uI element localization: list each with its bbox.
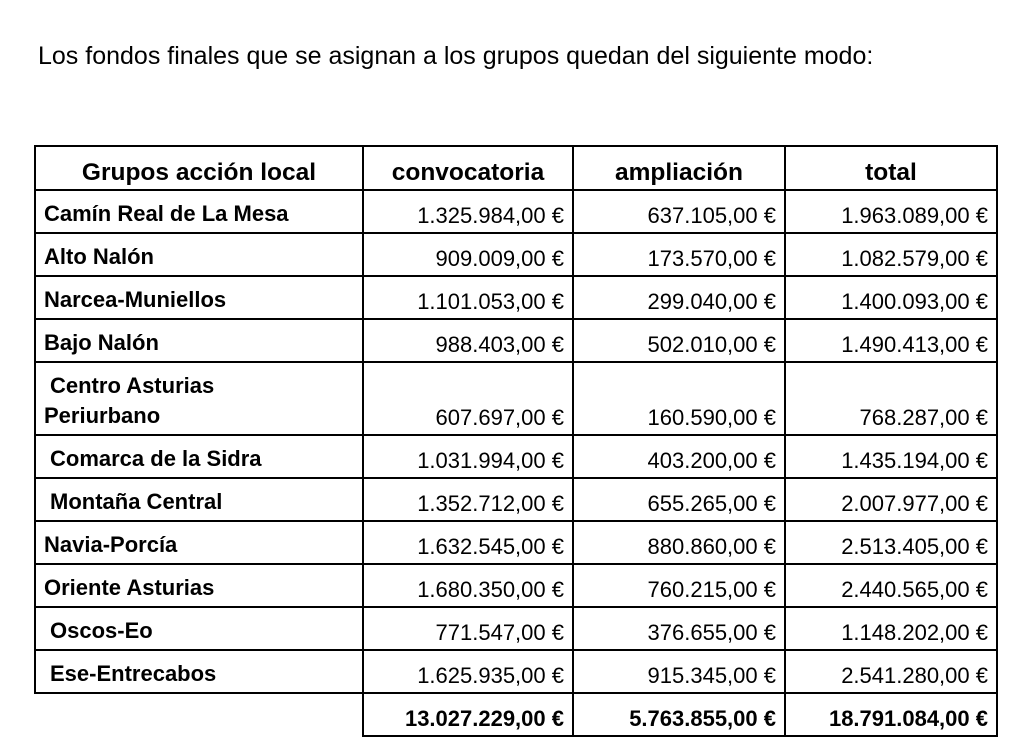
ampliacion-value: 502.010,00 € [573, 319, 785, 362]
convocatoria-value: 771.547,00 € [363, 607, 573, 650]
table-row [35, 607, 997, 650]
total-value: 2.440.565,00 € [785, 564, 997, 607]
group-name: Bajo Nalón [35, 319, 363, 362]
table-row [35, 276, 997, 319]
group-name: Comarca de la Sidra [35, 435, 363, 478]
group-name: Narcea-Muniellos [35, 276, 363, 319]
group-name: Navia-Porcía [35, 521, 363, 564]
table-row [35, 362, 997, 435]
ampliacion-value: 173.570,00 € [573, 233, 785, 276]
total-value: 2.513.405,00 € [785, 521, 997, 564]
total-ampliacion: 5.763.855,00 € [573, 693, 785, 736]
group-name: Alto Nalón [35, 233, 363, 276]
total-value: 1.400.093,00 € [785, 276, 997, 319]
group-name: Oscos-Eo [35, 607, 363, 650]
group-name-line-1: Centro Asturias [50, 373, 215, 398]
convocatoria-value: 1.325.984,00 € [363, 190, 573, 233]
header-ampliacion: ampliación [573, 146, 785, 190]
total-value: 2.541.280,00 € [785, 650, 997, 693]
ampliacion-value: 760.215,00 € [573, 564, 785, 607]
funds-table [34, 145, 998, 737]
convocatoria-value: 988.403,00 € [363, 319, 573, 362]
table-row [35, 650, 997, 693]
ampliacion-value: 655.265,00 € [573, 478, 785, 521]
group-name: Camín Real de La Mesa [35, 190, 363, 233]
table-row [35, 521, 997, 564]
ampliacion-value: 160.590,00 € [573, 362, 785, 435]
total-value: 768.287,00 € [785, 362, 997, 435]
convocatoria-value: 607.697,00 € [363, 362, 573, 435]
convocatoria-value: 1.352.712,00 € [363, 478, 573, 521]
group-name-line-2: Periurbano [44, 403, 161, 428]
group-name: Oriente Asturias [35, 564, 363, 607]
ampliacion-value: 637.105,00 € [573, 190, 785, 233]
table-row [35, 435, 997, 478]
convocatoria-value: 1.632.545,00 € [363, 521, 573, 564]
ampliacion-value: 880.860,00 € [573, 521, 785, 564]
header-total: total [785, 146, 997, 190]
totals-row [35, 693, 997, 736]
total-value: 1.490.413,00 € [785, 319, 997, 362]
convocatoria-value: 1.625.935,00 € [363, 650, 573, 693]
table-row [35, 564, 997, 607]
table-row [35, 319, 997, 362]
table-header-row [35, 146, 997, 190]
table-row [35, 233, 997, 276]
total-value: 1.148.202,00 € [785, 607, 997, 650]
table-row [35, 190, 997, 233]
group-name [35, 362, 363, 435]
ampliacion-value: 376.655,00 € [573, 607, 785, 650]
header-convocatoria: convocatoria [363, 146, 573, 190]
convocatoria-value: 909.009,00 € [363, 233, 573, 276]
convocatoria-value: 1.031.994,00 € [363, 435, 573, 478]
total-value: 1.082.579,00 € [785, 233, 997, 276]
group-name: Montaña Central [35, 478, 363, 521]
group-name: Ese-Entrecabos [35, 650, 363, 693]
total-convocatoria: 13.027.229,00 € [363, 693, 573, 736]
ampliacion-value: 915.345,00 € [573, 650, 785, 693]
intro-paragraph: Los fondos finales que se asignan a los grupos quedan del siguiente modo: [38, 42, 874, 70]
total-value: 1.435.194,00 € [785, 435, 997, 478]
total-general: 18.791.084,00 € [785, 693, 997, 736]
table-row [35, 478, 997, 521]
ampliacion-value: 299.040,00 € [573, 276, 785, 319]
totals-blank-cell [35, 693, 363, 736]
convocatoria-value: 1.101.053,00 € [363, 276, 573, 319]
total-value: 2.007.977,00 € [785, 478, 997, 521]
convocatoria-value: 1.680.350,00 € [363, 564, 573, 607]
total-value: 1.963.089,00 € [785, 190, 997, 233]
header-grupos: Grupos acción local [35, 146, 363, 190]
ampliacion-value: 403.200,00 € [573, 435, 785, 478]
